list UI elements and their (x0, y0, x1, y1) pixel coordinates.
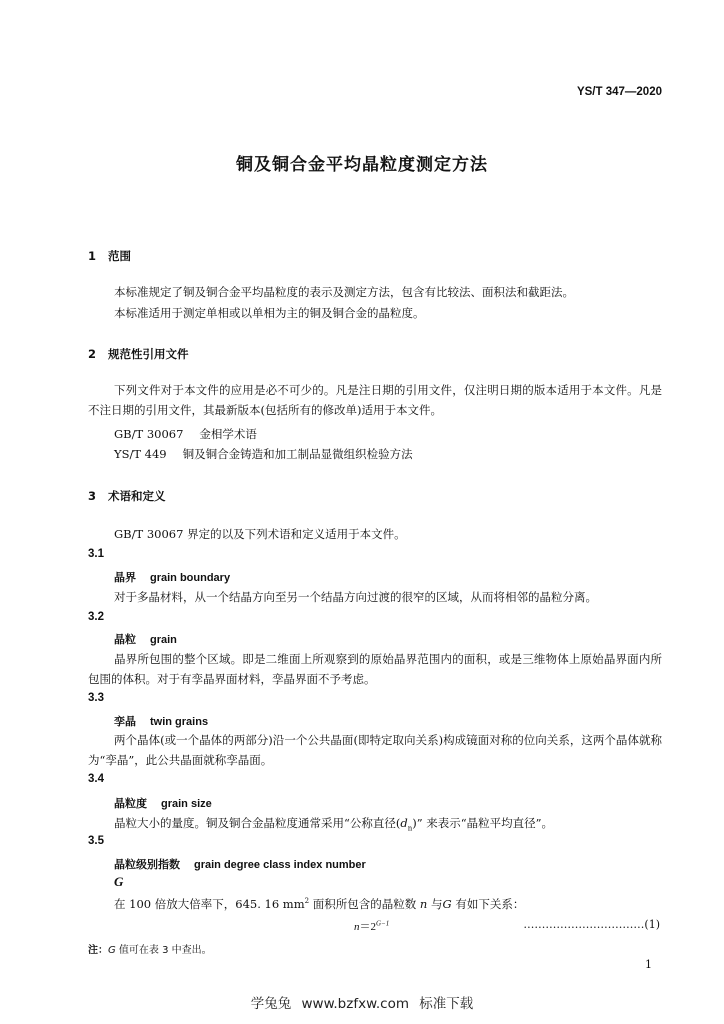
reference-title: 金相学术语 (199, 427, 257, 441)
standard-code: YS/T 347—2020 (576, 86, 662, 98)
term-zh: 晶界 (114, 571, 136, 584)
term-heading (114, 713, 208, 729)
footer-watermark: 学兔兔 www.bzfxw.com 标准下载 (250, 996, 474, 1012)
term-heading (114, 856, 366, 872)
clause-number: 3.1 (88, 548, 104, 560)
section-title: 规范性引用文件 (108, 347, 189, 361)
formula-lhs: n (354, 921, 360, 933)
term-en: twin grains (150, 716, 209, 728)
definition-text: 与 (427, 897, 443, 911)
clause-number: 3.3 (88, 692, 104, 704)
term-definition: 两个晶体(或一个晶体的两部分)沿一个公共晶面(即特定取向关系)构成镜面对称的位向关系，这两个晶体就称为“孪晶”，此公共晶面就称孪晶面。 (88, 733, 662, 767)
reference-title: 铜及铜合金铸造和加工制品显微组织检验方法 (182, 447, 413, 461)
section-title: 范围 (108, 249, 131, 263)
term-heading (114, 631, 177, 647)
section-number: 1 (88, 249, 97, 263)
term-en: grain size (161, 798, 212, 810)
term-definition (114, 896, 524, 912)
definition-text: )” 来表示“晶粒平均直径”。 (412, 816, 554, 830)
paragraph: 下列文件对于本文件的应用是必不可少的。凡是注日期的引用文件，仅注明日期的版本适用于本文件。凡是不注日期的引用文件，其最新版本(包括所有的修改单)适用于本文件。 (88, 383, 662, 417)
variable-n: n (419, 897, 428, 911)
paragraph: 本标准适用于测定单相或以单相为主的铜及铜合金的晶粒度。 (114, 306, 425, 320)
term-en: grain degree class index number (194, 859, 366, 871)
clause-number: 3.2 (88, 611, 104, 623)
term-en: grain (150, 634, 177, 646)
superscript: 2 (304, 897, 310, 906)
note (88, 941, 212, 956)
document-title: 铜及铜合金平均晶粒度测定方法 (236, 155, 488, 175)
term-definition (114, 815, 553, 832)
note-text: 值可在表 3 中查出。 (115, 945, 212, 956)
formula-exponent: G−1 (376, 919, 390, 928)
term-heading (114, 569, 230, 585)
term-heading (114, 795, 212, 811)
term-zh: 孪晶 (114, 715, 136, 728)
reference-code: GB/T 30067 (114, 427, 184, 441)
formula-equals: ＝ (359, 921, 371, 933)
variable-g: G (442, 897, 452, 911)
definition-text: 在 100 倍放大倍率下，645. 16 mm (114, 897, 305, 911)
term-symbol: G (114, 874, 124, 889)
term-definition: 晶界所包围的整个区域。即是二维面上所观察到的原始晶界范围内的面积，或是三维物体上原始晶界面内所包围的体积。对于有孪晶界面材料，孪晶界面不予考虑。 (88, 652, 662, 686)
definition-text: 有如下关系： (451, 897, 525, 911)
term-zh: 晶粒级别指数 (114, 858, 180, 871)
definition-text: 晶粒大小的量度。铜及铜合金晶粒度通常采用“公称直径( (114, 816, 401, 830)
note-label: 注： (88, 945, 108, 956)
variable-d: d (400, 816, 408, 830)
term-zh: 晶粒 (114, 633, 136, 646)
variable-subscript: n (407, 824, 413, 833)
paragraph: GB/T 30067 界定的以及下列术语和定义适用于本文件。 (114, 527, 406, 541)
clause-number: 3.4 (88, 773, 104, 785)
formula-base: 2 (370, 921, 376, 933)
reference-item (114, 446, 413, 462)
section-title: 术语和定义 (108, 489, 166, 503)
paragraph: 本标准规定了铜及铜合金平均晶粒度的表示及测定方法，包含有比较法、面积法和截距法。 (114, 285, 574, 299)
term-en: grain boundary (150, 572, 231, 584)
term-definition: 对于多晶材料，从一个结晶方向至另一个结晶方向过渡的很窄的区域，从而将相邻的晶粒分离。 (114, 590, 597, 604)
equation-number: ……………………………(1) (523, 918, 660, 931)
section-heading-1 (88, 248, 131, 264)
reference-code: YS/T 449 (114, 447, 167, 461)
section-number: 2 (88, 347, 97, 361)
note-variable: G (108, 945, 116, 956)
term-zh: 晶粒度 (114, 797, 147, 810)
section-heading-2 (88, 346, 189, 362)
section-heading-3 (88, 488, 166, 504)
page-number: 1 (645, 958, 652, 971)
formula (354, 918, 389, 934)
definition-text: 面积所包含的晶粒数 (309, 897, 420, 911)
reference-item (114, 426, 257, 442)
clause-number: 3.5 (88, 835, 104, 847)
section-number: 3 (88, 489, 97, 503)
